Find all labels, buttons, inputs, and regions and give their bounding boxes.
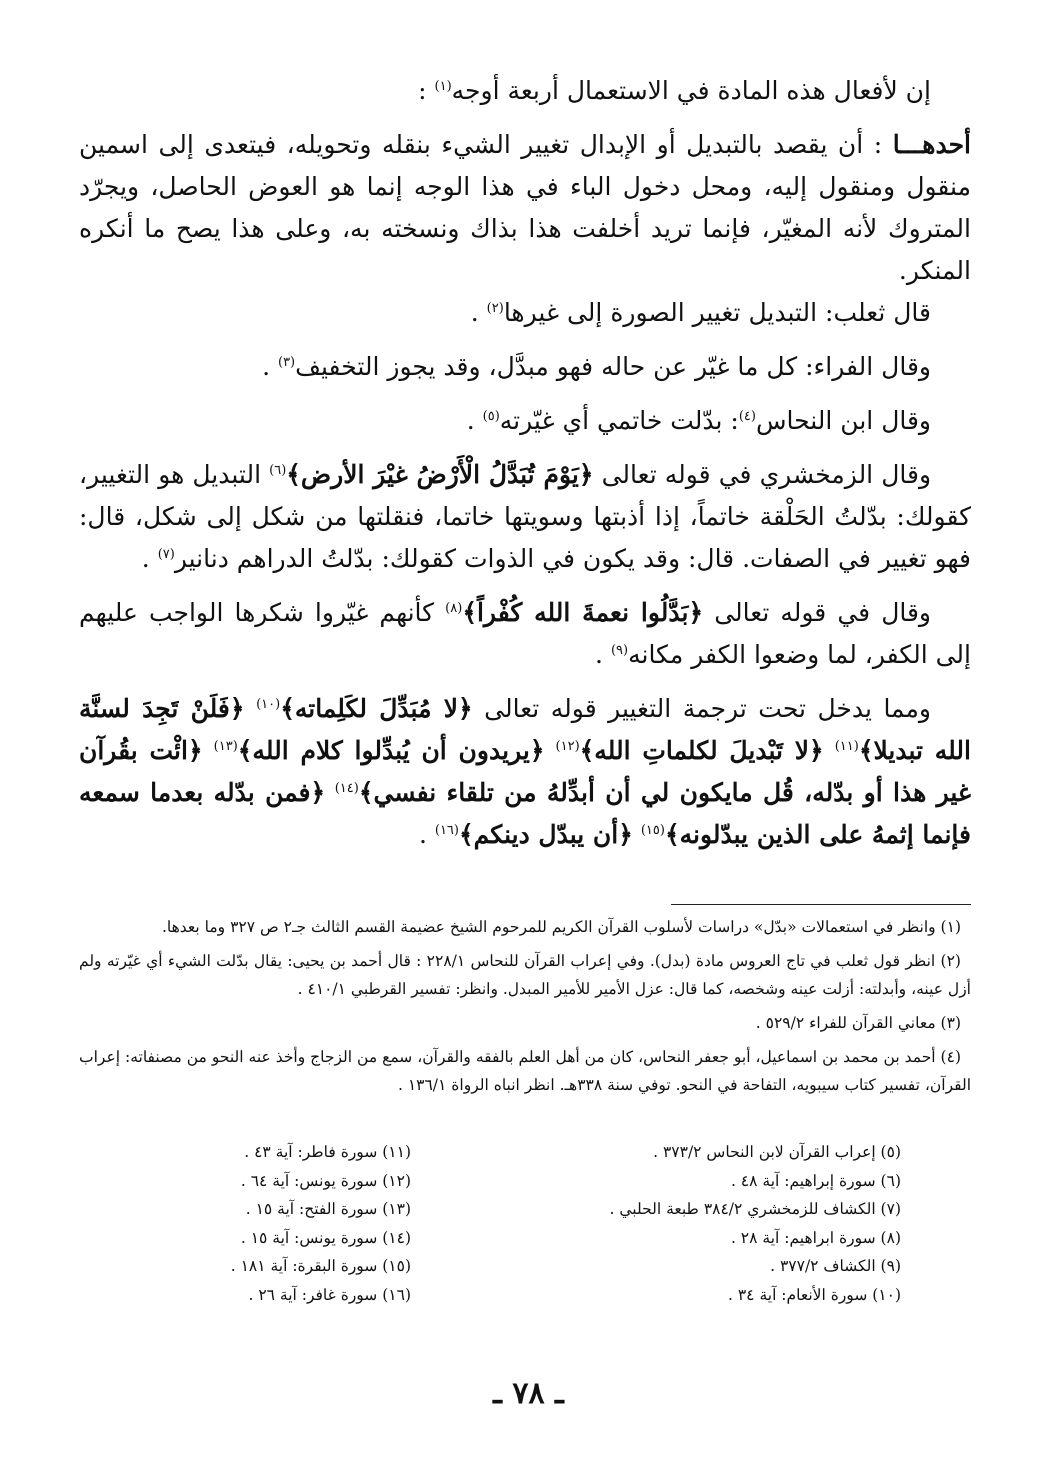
footnote-item: (١٦) سورة غافر: آية ٢٦ . xyxy=(248,1285,411,1304)
footnote-ref: (١) xyxy=(434,79,452,94)
paragraph-first-aspect xyxy=(79,124,971,292)
punctuation: : xyxy=(418,76,427,105)
punctuation: . xyxy=(466,406,475,435)
paragraph-text: ومما يدخل تحت ترجمة التغيير قوله تعالى xyxy=(484,694,931,723)
footnote-item: (٦) سورة إبراهيم: آية ٤٨ . xyxy=(730,1171,901,1190)
punctuation: . xyxy=(595,640,603,669)
footnote-2: (٢) انظر قول ثعلب في تاج العروس مادة (بدل). وفي إعراب القرآن للنحاس ٢٢٨/١ : قال أحمد بن يحيى: يقال بدّلت الشيء أي غيّرته ولم أزل عينه، وأبدلته: أزلت عينه وشخصه، كما قال: عزل الأمير للأمير المبدل. وانظر: تفسير القرطبي ٤١٠/١ . xyxy=(79,952,971,998)
footnote-column-right xyxy=(521,1138,901,1309)
footnote-item: (٧) الكشاف للزمخشري ٣٨٤/٢ طبعة الحلبي . xyxy=(609,1200,901,1218)
intro-text: إن لأفعال هذه المادة في الاستعمال أربعة أوجه xyxy=(451,76,931,105)
footnote-ref: (٤) xyxy=(738,409,756,424)
footnote-ref: (١٥) xyxy=(640,823,665,838)
footnote-item: (١١) سورة فاطر: آية ٤٣ . xyxy=(244,1143,411,1161)
footnote-item: (١٥) سورة البقرة: آية ١٨١ . xyxy=(230,1257,411,1275)
quran-verse: ﴿لا تَبْديلَ لكلماتِ الله﴾ xyxy=(579,736,824,765)
quran-verse: ﴿ائْت بقُرآن غير هذا أو بدّله، قُل مايكون لي أن أبدِّلهُ من تلقاء نفسي﴾ xyxy=(79,736,971,807)
footnote-ref: (٥) xyxy=(482,409,500,424)
paragraph-farra xyxy=(79,346,971,388)
punctuation: . xyxy=(418,820,427,849)
quran-verse: ﴿فَلَنْ تَجِدَ لسنَّة الله تبديلا﴾ xyxy=(79,694,971,765)
footnote-ref: (١١) xyxy=(834,739,859,754)
footnote-ref: (١٠) xyxy=(256,697,281,712)
footnote-item: (١٣) سورة الفتح: آية ١٥ . xyxy=(245,1200,411,1218)
paragraph-zamakhshari xyxy=(79,454,971,580)
footnote-4: (٤) أحمد بن محمد بن اسماعيل، أبو جعفر النحاس، كان من أهل العلم بالفقه والقرآن، سمع من الزجاج وأخذ عنه النحو من مصنفاته: إعراب القرآن، تفسير كتاب سيبويه، التفاحة في النحو. توفي سنة ٣٣٨هـ. انظر انباه الرواة ١٣٦/١ . xyxy=(79,1048,971,1094)
footnote-ref: (٣) xyxy=(277,355,296,370)
quran-verse: ﴿يَوْمَ تُبَدَّلُ الْأَرْضُ غيْرَ الأرض﴾ xyxy=(286,460,594,489)
paragraph-text: قال ثعلب: التبديل تغيير الصورة إلى غيرها xyxy=(503,298,931,327)
quran-verse: ﴿لا مُبَدِّلَ لكَلِماته﴾ xyxy=(280,694,473,723)
footnote-item: (٩) الكشاف ٣٧٧/٢ . xyxy=(770,1257,901,1275)
footnote-3: (٣) معاني القرآن للفراء ٥٢٩/٢ . xyxy=(755,1014,961,1032)
paragraph-text: : بدّلت خاتمي أي غيّرته xyxy=(499,406,739,435)
footnote-item: (٨) سورة ابراهيم: آية ٢٨ . xyxy=(730,1228,901,1247)
footnote-item: (١٠) سورة الأنعام: آية ٣٤ . xyxy=(728,1285,901,1304)
quran-verse: ﴿بَدَّلُوا نعمةَ الله كُفْراً﴾ xyxy=(462,598,704,627)
footnote-ref: (٧) xyxy=(157,547,175,562)
punctuation: . xyxy=(470,298,479,327)
main-text xyxy=(79,70,971,856)
footnote-ref: (٦) xyxy=(269,463,287,478)
footnote-ref: (١٦) xyxy=(434,823,459,838)
paragraph-text: كأنهم غيّروا شكرها الواجب عليهم إلى الكفر، لما وضعوا الكفر مكانه xyxy=(79,598,971,669)
lead-word: أحدهـــا xyxy=(892,130,971,159)
footnote-ref: (٩) xyxy=(610,643,629,658)
quran-verse: ﴿فمن بدّله بعدما سمعه فإنما إثمهُ على الذين يبدّلونه﴾ xyxy=(79,778,971,849)
footnote-1: (١) وانظر في استعمالات «بدّل» دراسات لأسلوب القرآن الكريم للمرحوم الشيخ عضيمة القسم الثالث جـ٢ ص ٣٢٧ وما بعدها. xyxy=(161,918,961,936)
footnotes xyxy=(79,913,971,1105)
footnote-divider xyxy=(671,904,971,905)
paragraph-text: وقال ابن النحاس xyxy=(755,406,931,435)
footnote-ref: (٨) xyxy=(445,601,463,616)
paragraph-text: وقال الفراء: كل ما غيّر عن حاله فهو مبدَّل، وقد يجوز التخفيف xyxy=(295,352,931,381)
paragraph-verses xyxy=(79,688,971,856)
footnote-ref: (١٢) xyxy=(555,739,580,754)
footnote-item: (١٤) سورة يونس: آية ١٥ . xyxy=(240,1228,411,1247)
footnote-ref: (٢) xyxy=(486,301,504,316)
punctuation: . xyxy=(141,544,150,573)
paragraph-thalab xyxy=(79,292,971,334)
paragraph-text: وقال الزمخشري في قوله تعالى xyxy=(601,460,932,489)
paragraph-nahhas xyxy=(79,400,971,442)
punctuation: . xyxy=(262,352,271,381)
paragraph-text: : أن يقصد بالتبديل أو الإبدال تغيير الشيء بنقله وتحويله، فيتعدى إلى اسمين منقول ومنقول إليه، ومحل دخول الباء في هذا الوجه إنما هو العوض الحاصل، ويجرّد المتروك لأنه المغيّر، فإنما تريد أخلفت هذا بذاك ونسخته به، وعلى هذا يصح ما أنكره المنكر. xyxy=(79,130,971,285)
footnote-column-left xyxy=(91,1138,411,1309)
footnote-ref: (١٣) xyxy=(213,739,238,754)
paragraph-text: التبديل هو التغيير، كقولك: بدّلتُ الحَلْقة خاتماً، إذا أذبتها وسويتها خاتما، فنقلتها من شكل إلى شكل، قال: فهو تغيير في الصفات. قال: وقد يكون في الذوات كقولك: بدّلتُ الدراهم دنانير xyxy=(79,460,971,573)
footnote-item: (١٢) سورة يونس: آية ٦٤ . xyxy=(240,1171,411,1190)
footnote-item: (٥) إعراب القرآن لابن النحاس ٣٧٣/٢ . xyxy=(653,1143,901,1161)
page-number: ـ ٧٨ ـ xyxy=(493,1376,564,1411)
paragraph-text: وقال في قوله تعالى xyxy=(714,598,932,627)
footnote-ref: (١٤) xyxy=(334,781,359,796)
quran-verse: ﴿يريدون أن يُبدِّلوا كلام الله﴾ xyxy=(237,736,545,765)
intro-paragraph xyxy=(79,70,971,112)
quran-verse: ﴿أن يبدّل دينكم﴾ xyxy=(458,820,633,849)
paragraph-kufr xyxy=(79,592,971,676)
